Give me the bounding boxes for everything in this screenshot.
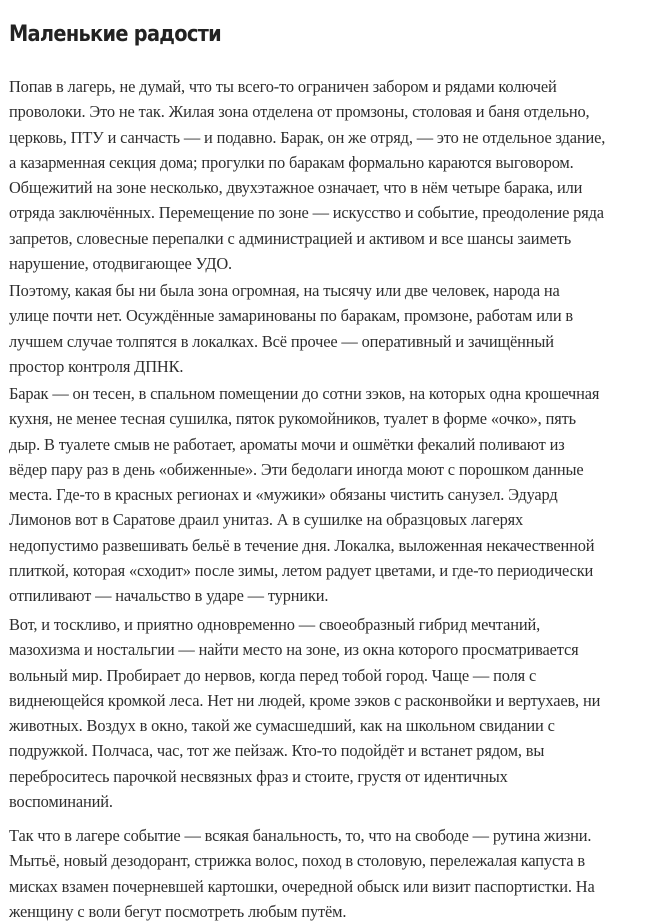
text-line: Вот, и тоскливо, и приятно одновременно — своеобразный гибрид мечтаний, [9, 615, 541, 634]
paragraph-4 [9, 612, 600, 814]
text-line: подружкой. Полчаса, час, тот же пейзаж. Кто-то подойдёт и встанет рядом, вы [9, 741, 545, 761]
text-line: Лимонов вот в Саратове драил унитаз. А в сушилке на образцовых лагерях [9, 510, 524, 530]
text-line: вёдер пару раз в день «обиженные». Эти бедолаги иногда моют с порошком данные [9, 459, 584, 479]
text-line: Попав в лагерь, не думай, что ты всего-то ограничен забором и рядами колючей [9, 77, 557, 96]
paragraph-2 [9, 278, 573, 379]
text-line: кухня, не менее тесная сушилка, пяток рукомойников, туалет в форме «очко», пять [9, 409, 576, 429]
text-line: Мытьё, новый дезодорант, стрижка волос, поход в столовую, перележалая капуста в [9, 851, 585, 871]
text-line: церковь, ПТУ и санчасть — и подавно. Барак, он же отряд, — это не отдельное здание, [9, 127, 606, 147]
text-line: вольный мир. Пробирает до нервов, когда перед тобой город. Чаще — поля с [9, 665, 537, 685]
article-title: Маленькие радости [9, 22, 221, 47]
text-line: запретов, словесные перепалки с администрацией и активом и все шансы заиметь [9, 228, 572, 248]
text-line: Барак — он тесен, в спальном помещении до сотни зэков, на которых одна крошечная [9, 384, 600, 403]
text-line: улице почти нет. Осуждённые замаринованы по баракам, промзоне, работам или в [9, 306, 573, 326]
text-line: нарушение, отодвигающее УДО. [9, 254, 233, 274]
text-line: воспоминаний. [9, 792, 113, 812]
text-line: отпиливают — начальство в ударе — турники. [9, 586, 329, 606]
text-line: женщину с воли бегут посмотреть любым путём. [9, 901, 347, 921]
text-line: а казарменная секция дома; прогулки по баракам формально караются выговором. [9, 152, 574, 172]
text-line: дыр. В туалете смыв не работает, ароматы мочи и ошмётки фекалий поливают из [9, 434, 565, 454]
text-line: плиткой, которая «сходит» после зимы, летом радует цветами, и где-то периодически [9, 561, 594, 581]
text-line: Поэтому, какая бы ни была зона огромная, на тысячу или две человек, народа на [9, 281, 560, 300]
text-line: проволоки. Это не так. Жилая зона отделена от промзоны, столовая и баня отдельно, [9, 102, 590, 122]
paragraph-3 [9, 381, 599, 609]
text-line: Так что в лагере событие — всякая банальность, то, что на свободе — рутина жизни. [9, 826, 592, 845]
text-line: мазохизма и ностальгии — найти место на зоне, из окна которого просматривается [9, 640, 579, 660]
text-line: места. Где-то в красных регионах и «мужики» обязаны чистить санузел. Эдуард [9, 485, 558, 505]
text-line: лучшем случае толпятся в локалках. Всё прочее — оперативный и зачищённый [9, 331, 554, 351]
text-line: мисках взамен почерневшей картошки, очередной обыск или визит паспортистки. На [9, 876, 595, 896]
text-line: недопустимо развешивать бельё в течение дня. Локалка, выложенная некачественной [9, 535, 595, 555]
text-line: отряда заключённых. Перемещение по зоне — искусство и событие, преодоление ряда [9, 203, 604, 223]
text-line: переброситесь парочкой несвязных фраз и стоите, грустя от идентичных [9, 766, 508, 786]
text-line: Общежитий на зоне несколько, двухэтажное означает, что в нём четыре барака, или [9, 178, 583, 198]
text-line: простор контроля ДПНК. [9, 356, 184, 376]
paragraph-5 [9, 823, 595, 924]
text-line: животных. Воздух в окно, такой же сумасшедший, как на школьном свидании с [9, 716, 555, 736]
paragraph-1 [9, 74, 605, 276]
text-line: виднеющейся кромкой леса. Нет ни людей, кроме зэков с расконвойки и вертухаев, ни [9, 690, 601, 710]
